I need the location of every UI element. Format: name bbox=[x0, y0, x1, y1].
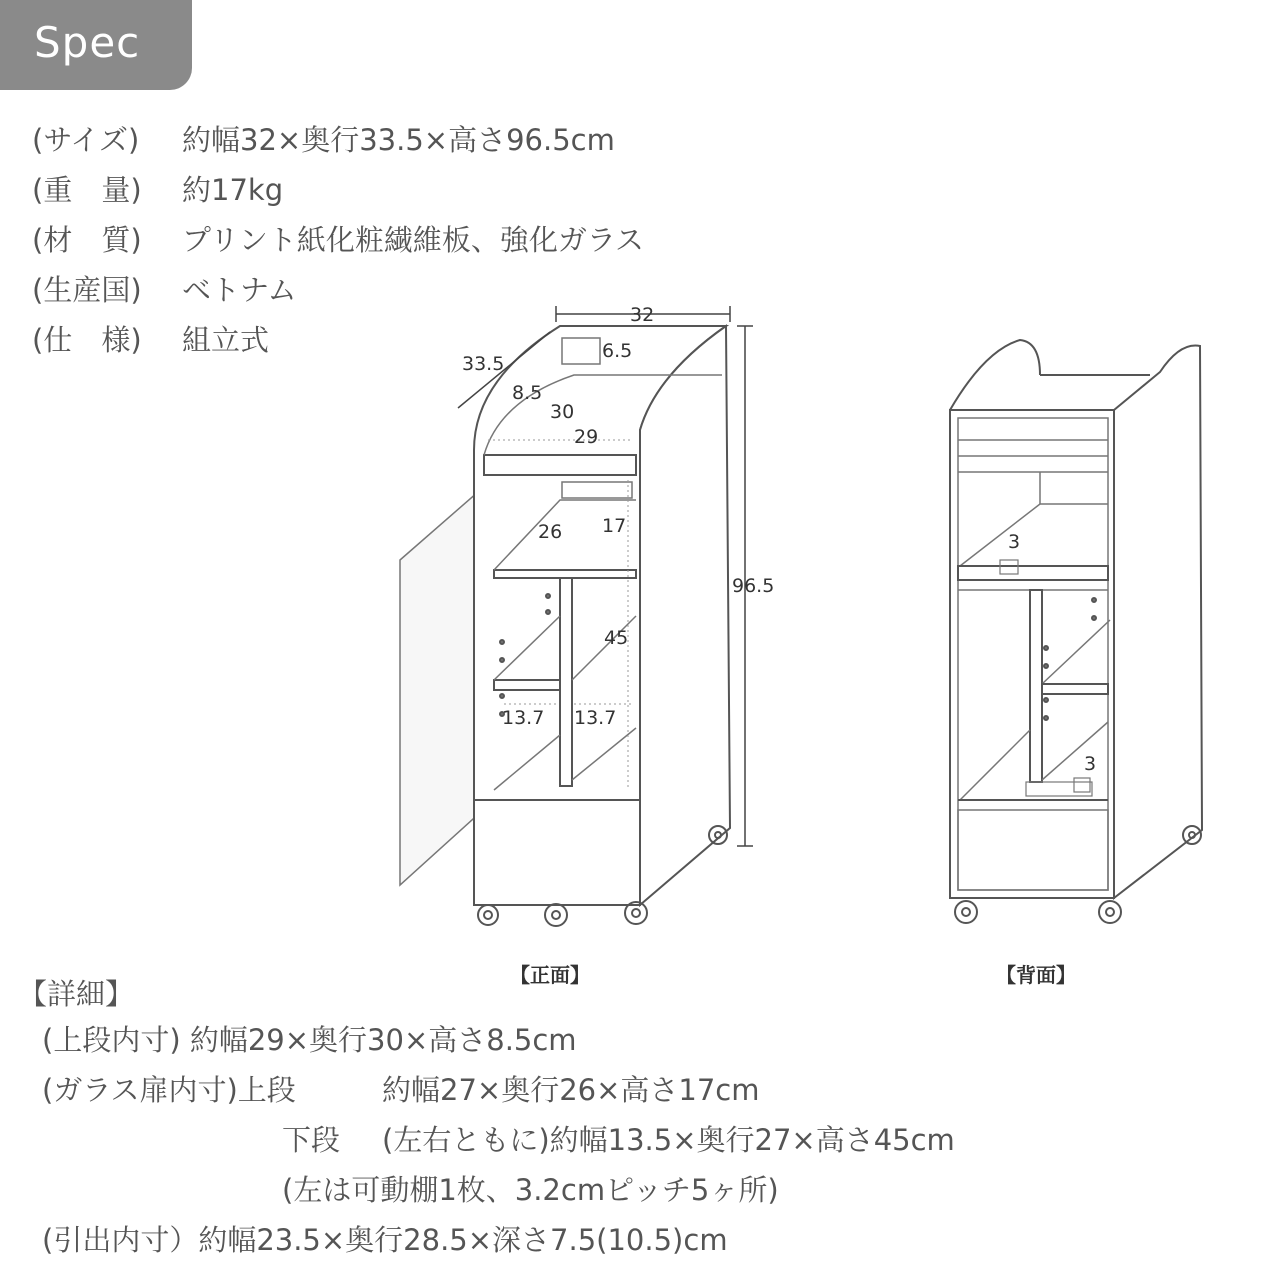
spec-value: 約17kg bbox=[182, 173, 284, 207]
dim-back-lower: 3 bbox=[1084, 753, 1097, 775]
caster bbox=[478, 905, 498, 925]
detail-glass-lower-label: 下段 bbox=[282, 1123, 341, 1157]
dim-top-depth: 30 bbox=[550, 401, 575, 423]
spec-label: (サイズ) bbox=[32, 123, 140, 157]
details-title: 【詳細】 bbox=[18, 977, 135, 1011]
dim-glass-depth: 26 bbox=[538, 521, 563, 543]
spec-value: 約幅32×奥行33.5×高さ96.5cm bbox=[182, 123, 615, 157]
caster bbox=[545, 904, 567, 926]
back-caption: 【背面】 bbox=[996, 963, 1076, 987]
dim-depth: 33.5 bbox=[462, 353, 505, 375]
spec-title: Spec bbox=[34, 18, 141, 67]
dim-top-height: 8.5 bbox=[512, 382, 543, 404]
spec-label: (生産国) bbox=[32, 273, 142, 307]
dim-lower-width-right: 13.7 bbox=[574, 707, 617, 729]
dim-top-width: 29 bbox=[574, 426, 599, 448]
spec-label: (重 量) bbox=[32, 173, 142, 207]
caster bbox=[955, 901, 977, 923]
dim-back-upper: 3 bbox=[1008, 531, 1021, 553]
spec-label: (材 質) bbox=[32, 223, 142, 257]
front-caption: 【正面】 bbox=[510, 963, 590, 987]
spec-value: プリント紙化粧繊維板、強化ガラス bbox=[182, 223, 644, 257]
spec-label: (仕 様) bbox=[32, 323, 142, 357]
detail-drawer: (引出内寸）約幅23.5×奥行28.5×深さ7.5(10.5)cm bbox=[42, 1223, 728, 1257]
front-view bbox=[400, 306, 753, 926]
dim-height: 96.5 bbox=[732, 575, 775, 597]
dim-width: 32 bbox=[630, 304, 655, 326]
spec-value: ベトナム bbox=[182, 273, 297, 307]
detail-glass-lower: (左右ともに)約幅13.5×奥行27×高さ45cm bbox=[382, 1123, 955, 1157]
detail-glass-label: (ガラス扉内寸)上段 bbox=[42, 1073, 296, 1107]
dim-top-front: 6.5 bbox=[602, 340, 633, 362]
detail-glass-note: (左は可動棚1枚、3.2cmピッチ5ヶ所) bbox=[282, 1173, 779, 1207]
detail-glass-upper: 約幅27×奥行26×高さ17cm bbox=[382, 1073, 760, 1107]
back-body bbox=[950, 410, 1114, 898]
dim-lower-width-left: 13.7 bbox=[502, 707, 545, 729]
caster bbox=[1099, 901, 1121, 923]
dim-glass-height: 17 bbox=[602, 515, 627, 537]
side-panel bbox=[640, 326, 730, 905]
dim-lower-height: 45 bbox=[604, 627, 629, 649]
detail-upper: (上段内寸) 約幅29×奥行30×高さ8.5cm bbox=[42, 1023, 577, 1057]
back-view bbox=[950, 340, 1202, 923]
spec-value: 組立式 bbox=[182, 323, 270, 357]
